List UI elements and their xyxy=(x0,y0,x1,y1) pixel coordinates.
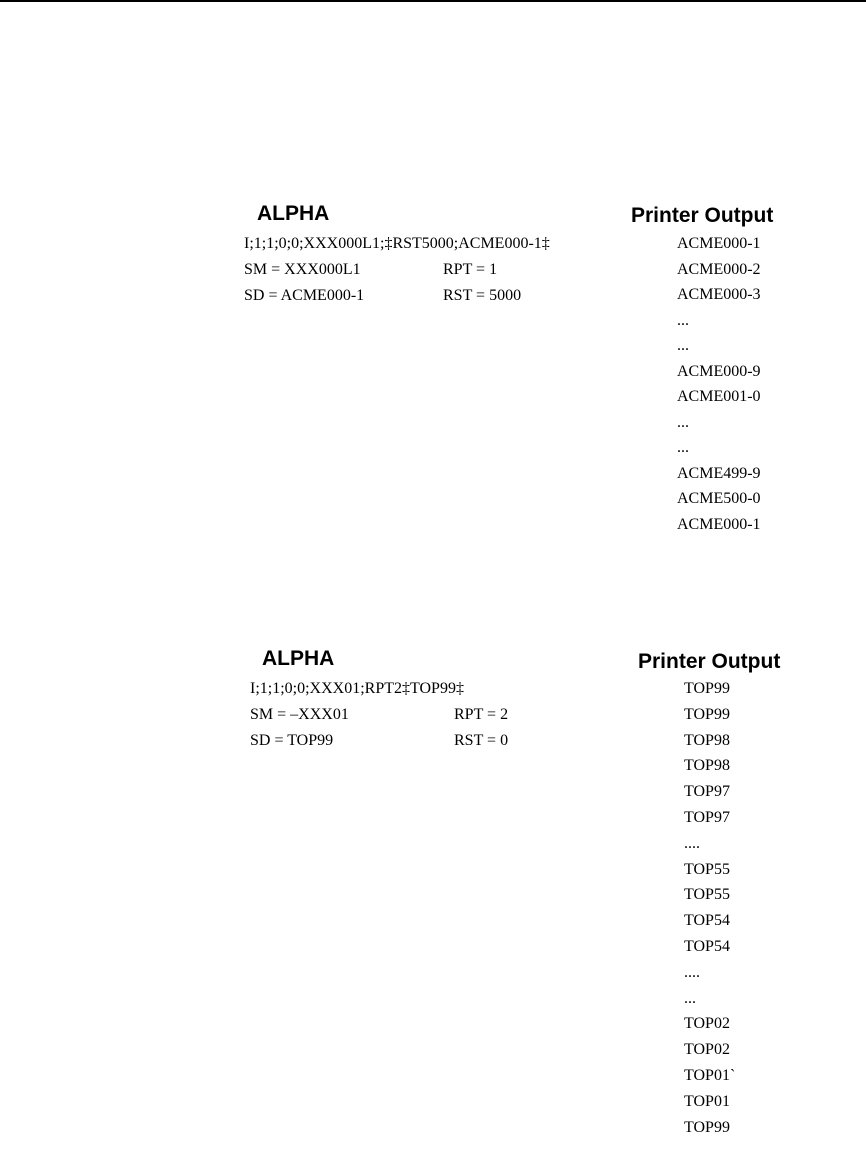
output-line: TOP02 xyxy=(684,1015,730,1033)
printer-output-heading-1: Printer Output xyxy=(631,204,774,227)
output-line: TOP97 xyxy=(684,783,730,801)
rst-value-1: RST = 5000 xyxy=(443,287,522,304)
output-line: TOP98 xyxy=(684,757,730,775)
output-line: ... xyxy=(677,413,689,431)
rpt-value-1: RPT = 1 xyxy=(443,261,498,278)
output-line: TOP99 xyxy=(684,705,730,723)
output-line: ACME500-0 xyxy=(677,490,761,507)
sm-value-2: SM = –XXX01 xyxy=(250,706,349,723)
printer-output-heading-2: Printer Output xyxy=(638,650,781,673)
output-line: TOP55 xyxy=(684,886,730,904)
sd-value-1: SD = ACME000-1 xyxy=(244,287,365,304)
output-line: ... xyxy=(677,439,689,456)
output-line: ACME499-9 xyxy=(677,464,761,482)
output-line: ACME000-1 xyxy=(677,235,761,252)
rst-value-2: RST = 0 xyxy=(454,732,509,749)
output-line: TOP54 xyxy=(684,937,730,955)
output-line: ... xyxy=(677,311,689,329)
output-line: TOP99 xyxy=(684,1118,730,1136)
output-line: .... xyxy=(684,963,700,981)
alpha-heading-2: ALPHA xyxy=(262,647,335,670)
command-line-1: I;1;1;0;0;XXX000L1;‡RST5000;ACME000-1‡ xyxy=(244,235,550,252)
alpha-heading-1: ALPHA xyxy=(257,202,330,225)
output-line: TOP02 xyxy=(684,1041,730,1059)
output-line: ... xyxy=(677,337,689,354)
output-line: .... xyxy=(684,834,700,852)
output-line: TOP98 xyxy=(684,731,730,749)
output-line: ACME000-2 xyxy=(677,260,761,278)
output-line: TOP99 xyxy=(684,680,730,697)
output-line: TOP01 xyxy=(684,1092,730,1110)
output-line: TOP01` xyxy=(684,1066,736,1084)
output-line: ... xyxy=(684,989,696,1007)
output-line: ACME000-1 xyxy=(677,515,761,533)
output-line: TOP55 xyxy=(684,860,730,878)
printer-output-list-1 xyxy=(677,231,761,537)
output-line: TOP54 xyxy=(684,912,730,930)
output-line: ACME000-3 xyxy=(677,286,761,303)
rpt-value-2: RPT = 2 xyxy=(454,706,509,723)
output-line: ACME001-0 xyxy=(677,388,761,405)
output-line: ACME000-9 xyxy=(677,362,761,380)
sm-value-1: SM = XXX000L1 xyxy=(244,261,361,278)
output-line: TOP97 xyxy=(684,808,730,826)
sd-value-2: SD = TOP99 xyxy=(250,732,334,749)
printer-output-list-2 xyxy=(684,676,735,1140)
command-line-2: I;1;1;0;0;XXX01;RPT2‡TOP99‡ xyxy=(250,680,464,697)
top-rule xyxy=(0,0,866,2)
